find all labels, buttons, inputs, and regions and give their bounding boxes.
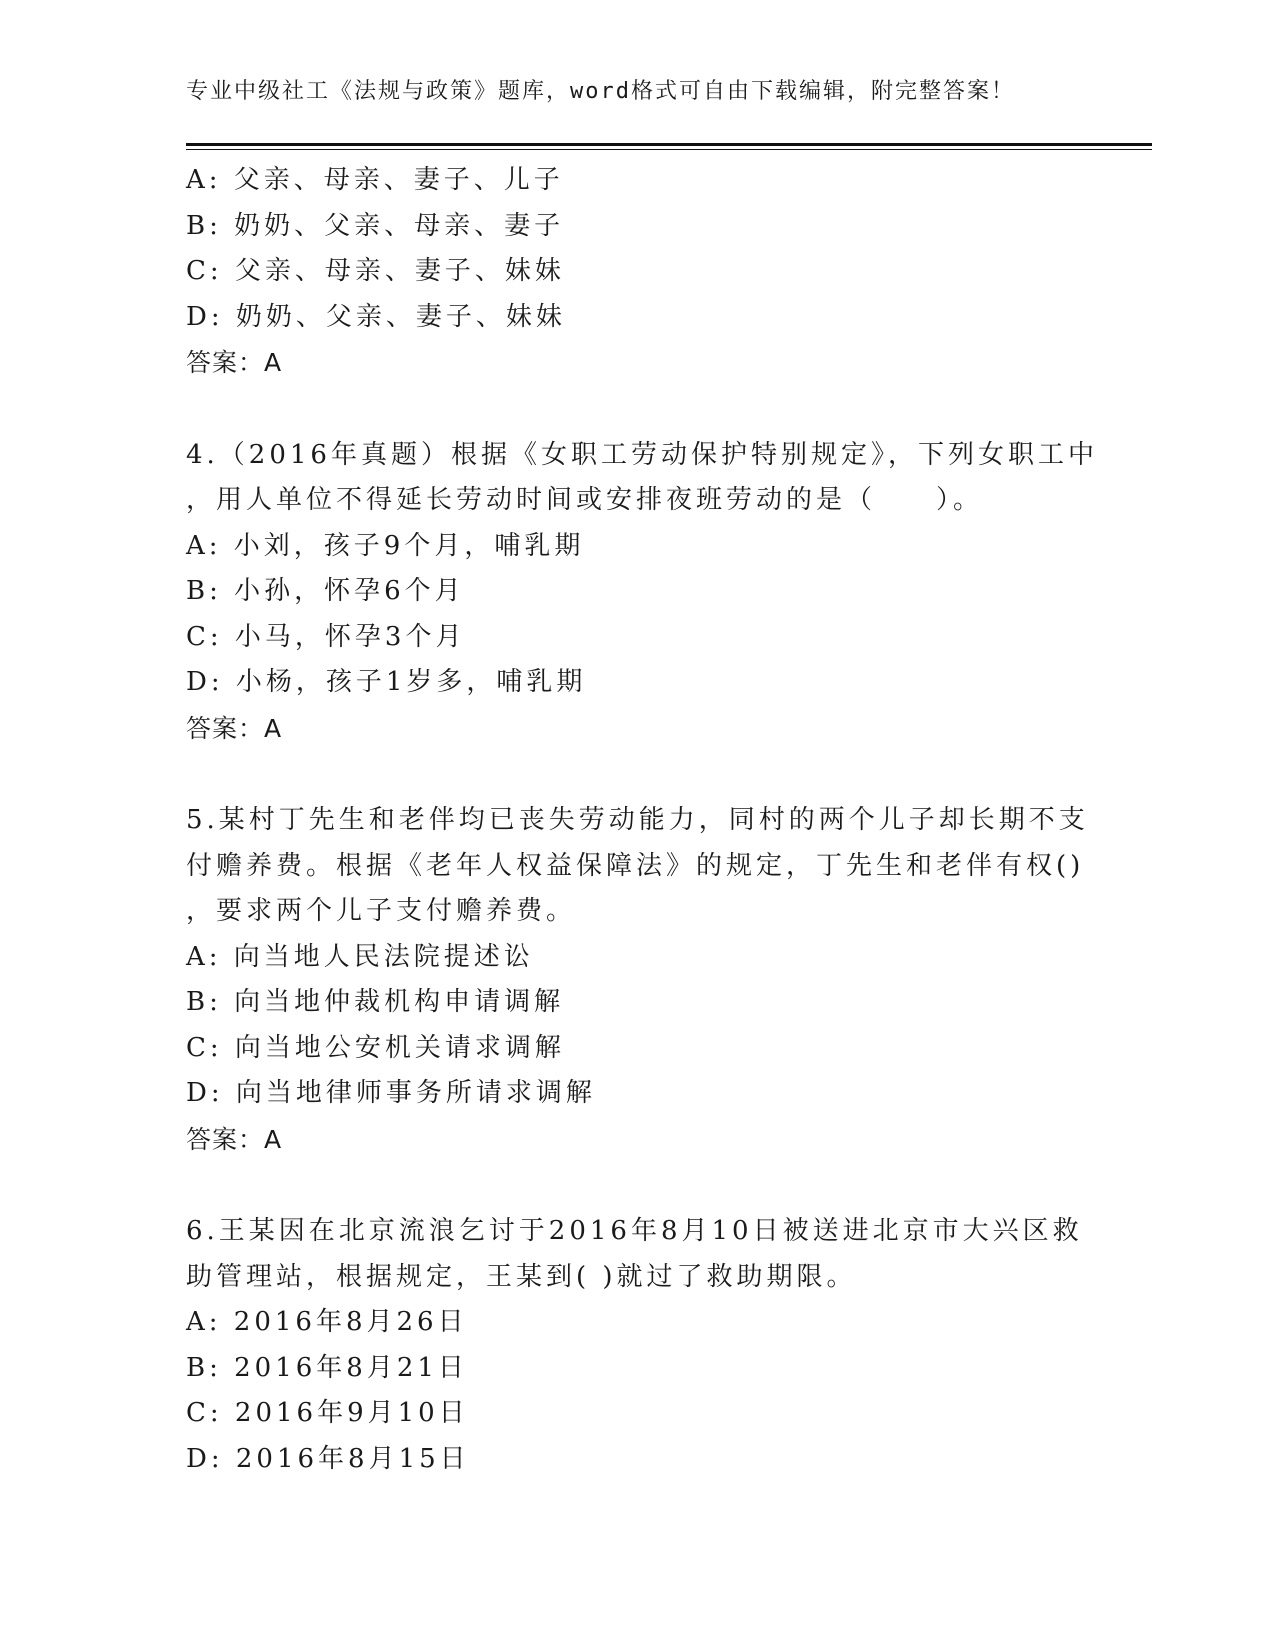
answer: 答案：A bbox=[186, 1124, 283, 1154]
option-a: A: 父亲、母亲、妻子、儿子 bbox=[186, 165, 564, 195]
option-d: D: 向当地律师事务所请求调解 bbox=[186, 1078, 596, 1108]
question-5 bbox=[186, 798, 1089, 1162]
question-4 bbox=[186, 433, 1098, 752]
option-a: A: 向当地人民法院提述讼 bbox=[186, 941, 534, 972]
option-c: C: 向当地公安机关请求调解 bbox=[186, 1032, 565, 1063]
header-rule-thin bbox=[186, 149, 1152, 150]
option-d: D: 2016年8月15日 bbox=[186, 1443, 470, 1474]
question-stem-line: 5.某村丁先生和老伴均已丧失劳动能力，同村的两个儿子却长期不支 bbox=[186, 805, 1089, 835]
answer: 答案：A bbox=[186, 713, 283, 743]
option-c: C: 父亲、母亲、妻子、妹妹 bbox=[186, 256, 565, 286]
option-b: B: 奶奶、父亲、母亲、妻子 bbox=[186, 210, 565, 241]
document-body bbox=[186, 158, 1098, 1482]
question-stem-line: ，要求两个儿子支付赡养费。 bbox=[186, 896, 577, 926]
option-d: D: 奶奶、父亲、妻子、妹妹 bbox=[186, 301, 566, 332]
header-rule-thick bbox=[186, 143, 1152, 146]
option-b: B: 向当地仲裁机构申请调解 bbox=[186, 987, 565, 1017]
option-a: A: 2016年8月26日 bbox=[186, 1307, 468, 1337]
spacer bbox=[186, 1162, 1086, 1209]
question-3 bbox=[186, 158, 1086, 386]
option-b: B: 小孙，怀孕6个月 bbox=[186, 576, 465, 606]
question-stem-line: 助管理站，根据规定，王某到( )就过了救助期限。 bbox=[186, 1261, 857, 1292]
question-6 bbox=[186, 1209, 1086, 1482]
option-c: C: 2016年9月10日 bbox=[186, 1398, 469, 1428]
spacer bbox=[186, 386, 1086, 433]
option-d: D: 小杨，孩子1岁多，哺乳期 bbox=[186, 667, 587, 697]
question-stem-line: ，用人单位不得延长劳动时间或安排夜班劳动的是（ ）。 bbox=[186, 485, 984, 515]
option-a: A: 小刘，孩子9个月，哺乳期 bbox=[186, 530, 585, 561]
option-c: C: 小马，怀孕3个月 bbox=[186, 621, 466, 652]
option-b: B: 2016年8月21日 bbox=[186, 1352, 468, 1383]
page-header: 专业中级社工《法规与政策》题库，word格式可自由下载编辑，附完整答案！ bbox=[186, 79, 1015, 104]
question-stem-line: 付赡养费。根据《老年人权益保障法》的规定，丁先生和老伴有权() bbox=[186, 850, 1085, 881]
question-stem-line: 6.王某因在北京流浪乞讨于2016年8月10日被送进北京市大兴区救 bbox=[186, 1216, 1083, 1246]
question-stem-line: 4.（2016年真题）根据《女职工劳动保护特别规定》，下列女职工中 bbox=[186, 439, 1098, 470]
answer: 答案：A bbox=[186, 348, 283, 377]
spacer bbox=[186, 751, 1086, 798]
